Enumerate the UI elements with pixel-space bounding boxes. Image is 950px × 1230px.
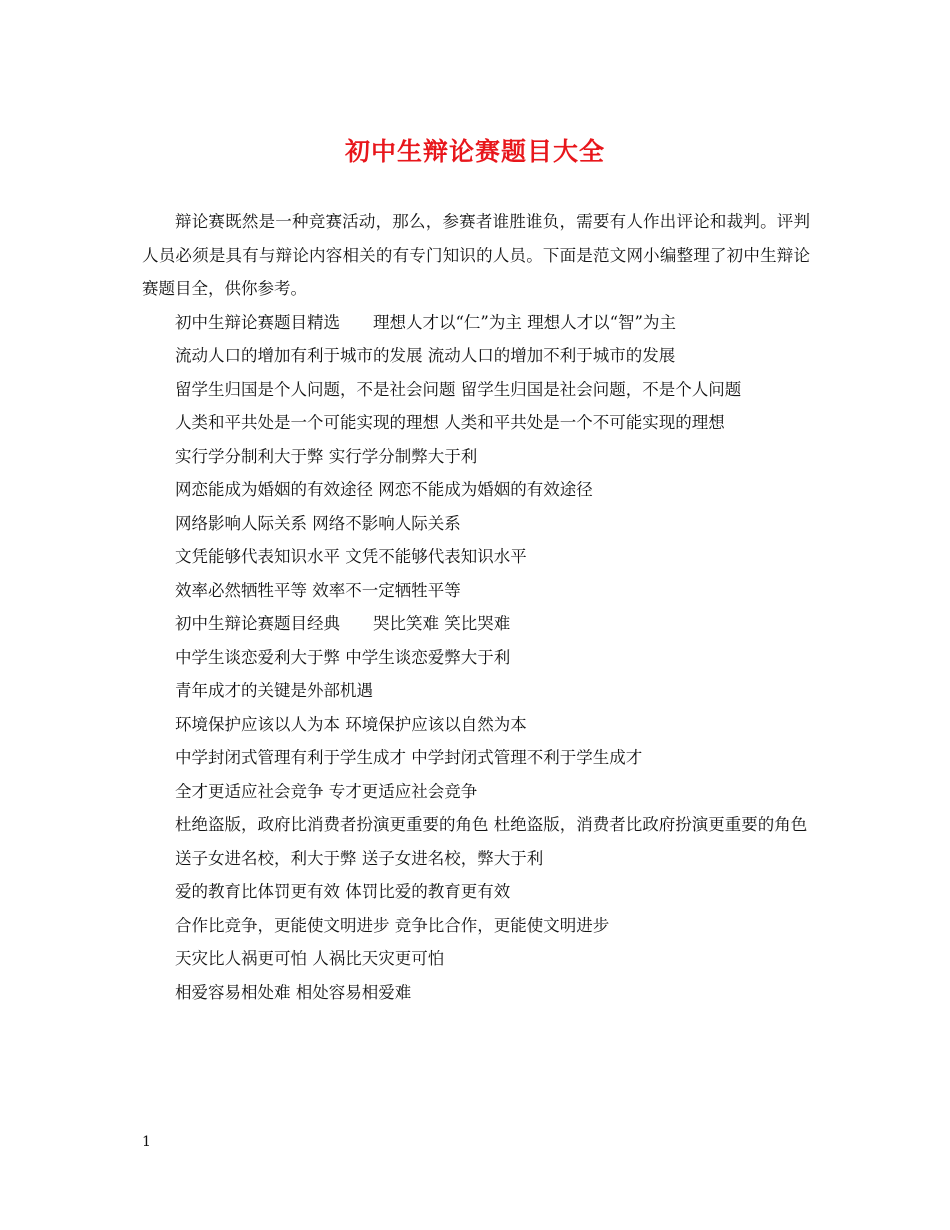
topic-pair: 网络影响人际关系 网络不影响人际关系 [175, 513, 461, 533]
topic-pair: 实行学分制利大于弊 实行学分制弊大于利 [175, 446, 478, 466]
topic-pair: 杜绝盗版，政府比消费者扮演更重要的角色 杜绝盗版，消费者比政府扮演更重要的角色 [175, 815, 808, 834]
section-heading: 初中生辩论赛题目精选 [175, 312, 340, 332]
topic-pair: 相爱容易相处难 相处容易相爱难 [175, 982, 412, 1002]
topic-pair: 爱的教育比体罚更有效 体罚比爱的教育更有效 [175, 882, 511, 901]
topic-pair: 中学生谈恋爱利大于弊 中学生谈恋爱弊大于利 [175, 647, 511, 667]
topic-pair: 流动人口的增加有利于城市的发展 流动人口的增加不利于城市的发展 [175, 346, 676, 365]
page-number: 1 [142, 1134, 151, 1150]
document-title: 初中生辩论赛题目大全 [344, 137, 605, 166]
topic-pair: 网恋能成为婚姻的有效途径 网恋不能成为婚姻的有效途径 [175, 480, 593, 499]
topic-pair: 青年成才的关键是外部机遇 [175, 681, 373, 700]
topic-pair: 人类和平共处是一个可能实现的理想 人类和平共处是一个不可能实现的理想 [175, 413, 725, 432]
section-heading-line [142, 607, 810, 641]
topic-pair: 理想人才以“仁”为主 理想人才以“智”为主 [373, 312, 676, 332]
topic-pair: 效率必然牺牲平等 效率不一定牺牲平等 [175, 580, 461, 600]
topic-pair: 天灾比人祸更可怕 人祸比天灾更可怕 [175, 949, 445, 968]
topic-pair: 文凭能够代表知识水平 文凭不能够代表知识水平 [175, 547, 527, 566]
topic-pair: 环境保护应该以人为本 环境保护应该以自然为本 [175, 714, 527, 734]
document-body [142, 205, 810, 1009]
topic-pair: 送子女进名校，利大于弊 送子女进名校，弊大于利 [175, 848, 544, 868]
topic-pair: 哭比笑难 笑比哭难 [373, 614, 511, 633]
topic-pair: 中学封闭式管理有利于学生成才 中学封闭式管理不利于学生成才 [175, 748, 643, 767]
topic-pair: 留学生归国是个人问题，不是社会问题 留学生归国是社会问题，不是个人问题 [175, 379, 742, 399]
topic-pair: 合作比竞争，更能使文明进步 竞争比合作，更能使文明进步 [175, 915, 610, 935]
topic-pair: 全才更适应社会竞争 专才更适应社会竞争 [175, 781, 478, 801]
section-heading: 初中生辩论赛题目经典 [175, 614, 340, 633]
section-heading-line [142, 306, 810, 340]
intro-paragraph: 辩论赛既然是一种竞赛活动，那么，参赛者谁胜谁负，需要有人作出评论和裁判。评判人员必须是具有与辩论内容相关的有专门知识的人员。下面是范文网小编整理了初中生辩论赛题目全，供你参考。 [142, 212, 810, 298]
